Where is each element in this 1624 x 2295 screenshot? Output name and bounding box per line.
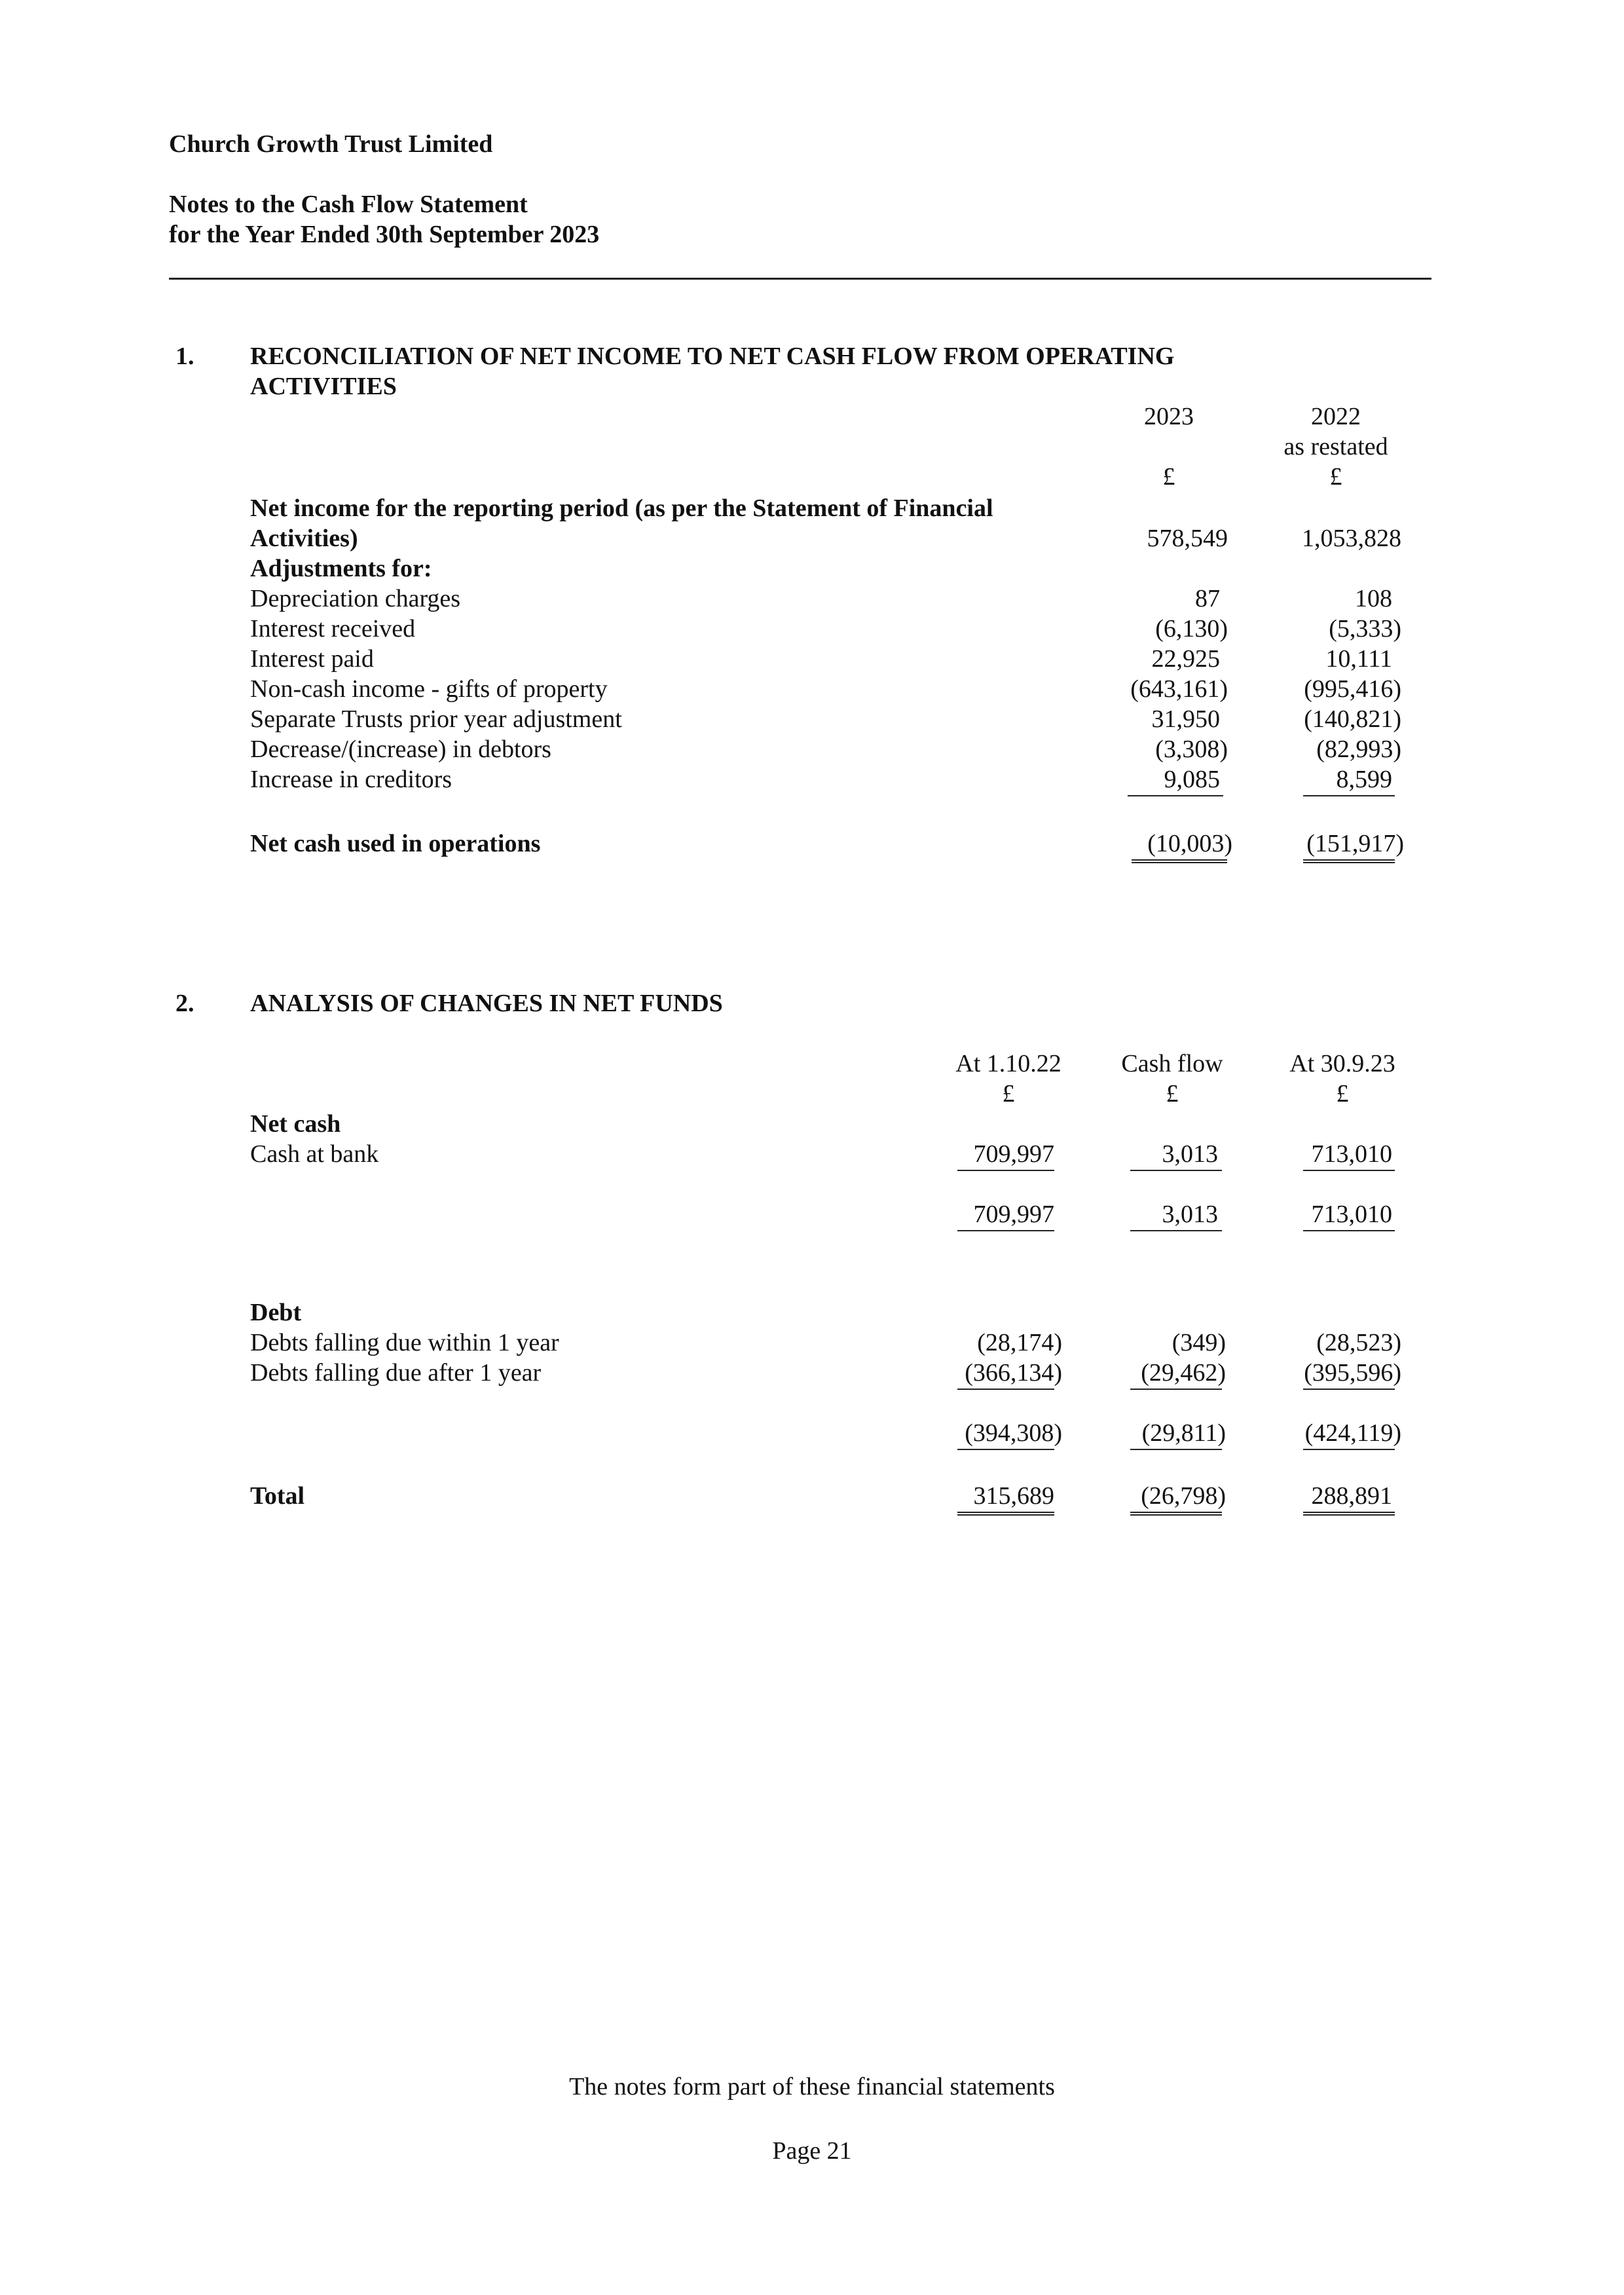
note2-number: 2.: [175, 990, 194, 1017]
subtotal-rule: [1303, 1449, 1395, 1450]
subtotal-rule: [1303, 1170, 1395, 1171]
debt-row-c2: (349): [1172, 1329, 1226, 1356]
net-income-label-line1: Net income for the reporting period (as per the Statement of Financial: [250, 494, 993, 522]
page-title-line2: for the Year Ended 30th September 2023: [169, 221, 600, 248]
total-double-rule: [1303, 1512, 1395, 1516]
debt-row-c3: (28,523): [1316, 1329, 1401, 1356]
note1-heading-line2: ACTIVITIES: [250, 373, 397, 400]
table-row-label: Decrease/(increase) in debtors: [250, 736, 551, 763]
subtotal-rule: [1130, 1449, 1222, 1450]
note2-currency-2: £: [1166, 1080, 1179, 1108]
table-row-label: Separate Trusts prior year adjustment: [250, 705, 622, 733]
debt-row-label: Debts falling due within 1 year: [250, 1329, 559, 1356]
net-cash-label: Net cash: [250, 1110, 341, 1138]
note2-currency-3: £: [1336, 1080, 1349, 1108]
table-row-2022: (82,993): [1316, 736, 1401, 763]
note1-col-2022-sub: as restated: [1283, 433, 1388, 460]
debt-subtotal-c3: (424,119): [1304, 1419, 1401, 1447]
note1-currency-2022: £: [1329, 463, 1342, 491]
table-row-2023: 31,950: [1151, 705, 1220, 733]
debt-row-label: Debts falling due after 1 year: [250, 1359, 542, 1387]
table-row-2023: (6,130): [1155, 615, 1228, 643]
subtotal-rule: [1303, 1389, 1395, 1390]
table-row-2022: 108: [1355, 585, 1392, 612]
header-divider: [169, 278, 1431, 280]
total-c1: 315,689: [973, 1482, 1054, 1510]
subtotal-rule: [1128, 795, 1223, 796]
cash-at-bank-label: Cash at bank: [250, 1140, 379, 1168]
subtotal-rule: [1303, 1230, 1395, 1231]
table-row-2023: 9,085: [1164, 766, 1220, 793]
debt-row-c3: (395,596): [1304, 1359, 1401, 1387]
footer-note: The notes form part of these financial statements: [569, 2073, 1055, 2100]
note2-col2: Cash flow: [1121, 1050, 1223, 1077]
net-cash-subtotal-c1: 709,997: [973, 1201, 1054, 1228]
subtotal-rule: [1130, 1230, 1222, 1231]
total-c3: 288,891: [1311, 1482, 1392, 1510]
debt-subtotal-c2: (29,811): [1141, 1419, 1226, 1447]
total-label: Total: [250, 1482, 305, 1510]
note1-col-2022: 2022: [1311, 403, 1361, 430]
total-double-rule: [1303, 859, 1395, 863]
net-cash-subtotal-c3: 713,010: [1311, 1201, 1392, 1228]
note1-heading-line1: RECONCILIATION OF NET INCOME TO NET CASH FLOW FROM OPERATING: [250, 343, 1175, 370]
total-c2: (26,798): [1141, 1482, 1226, 1510]
note2-heading: ANALYSIS OF CHANGES IN NET FUNDS: [250, 990, 723, 1017]
subtotal-rule: [957, 1449, 1054, 1450]
subtotal-rule: [1130, 1389, 1222, 1390]
adjustments-label: Adjustments for:: [250, 555, 432, 582]
table-row-label: Interest paid: [250, 645, 374, 673]
debt-row-c1: (366,134): [965, 1359, 1062, 1387]
page-number: Page 21: [772, 2137, 852, 2165]
debt-row-c2: (29,462): [1141, 1359, 1226, 1387]
table-row-label: Interest received: [250, 615, 416, 643]
table-row-2023: (643,161): [1130, 675, 1228, 703]
company-name: Church Growth Trust Limited: [169, 130, 493, 158]
total-double-rule: [957, 1512, 1054, 1516]
subtotal-rule: [957, 1230, 1054, 1231]
table-row-2023: 87: [1195, 585, 1220, 612]
cash-at-bank-c3: 713,010: [1311, 1140, 1392, 1168]
subtotal-rule: [1130, 1170, 1222, 1171]
net-cash-operations-2022: (151,917): [1306, 830, 1404, 857]
net-cash-subtotal-c2: 3,013: [1162, 1201, 1218, 1228]
debt-subtotal-c1: (394,308): [965, 1419, 1062, 1447]
table-row-2022: (140,821): [1304, 705, 1401, 733]
table-row-2022: (995,416): [1304, 675, 1401, 703]
net-income-2023: 578,549: [1147, 525, 1228, 552]
debt-row-c1: (28,174): [977, 1329, 1062, 1356]
net-cash-operations-2023: (10,003): [1147, 830, 1232, 857]
table-row-2023: (3,308): [1155, 736, 1228, 763]
table-row-label: Non-cash income - gifts of property: [250, 675, 608, 703]
table-row-2022: (5,333): [1329, 615, 1401, 643]
table-row-label: Depreciation charges: [250, 585, 461, 612]
cash-at-bank-c2: 3,013: [1162, 1140, 1218, 1168]
note2-currency-1: £: [1002, 1080, 1015, 1108]
cash-at-bank-c1: 709,997: [973, 1140, 1054, 1168]
page-title-line1: Notes to the Cash Flow Statement: [169, 191, 528, 218]
note1-number: 1.: [175, 343, 194, 370]
note1-col-2023: 2023: [1144, 403, 1194, 430]
subtotal-rule: [957, 1389, 1054, 1390]
subtotal-rule: [957, 1170, 1054, 1171]
total-double-rule: [1132, 859, 1227, 863]
table-row-2022: 8,599: [1336, 766, 1392, 793]
debt-label: Debt: [250, 1299, 302, 1326]
table-row-2022: 10,111: [1325, 645, 1392, 673]
table-row-label: Increase in creditors: [250, 766, 452, 793]
net-income-label-line2: Activities): [250, 525, 358, 552]
note2-col1: At 1.10.22: [955, 1050, 1061, 1077]
net-cash-operations-label: Net cash used in operations: [250, 830, 541, 857]
table-row-2023: 22,925: [1151, 645, 1220, 673]
net-income-2022: 1,053,828: [1302, 525, 1401, 552]
note2-col3: At 30.9.23: [1289, 1050, 1395, 1077]
total-double-rule: [1130, 1512, 1222, 1516]
subtotal-rule: [1303, 795, 1395, 796]
note1-currency-2023: £: [1162, 463, 1175, 491]
